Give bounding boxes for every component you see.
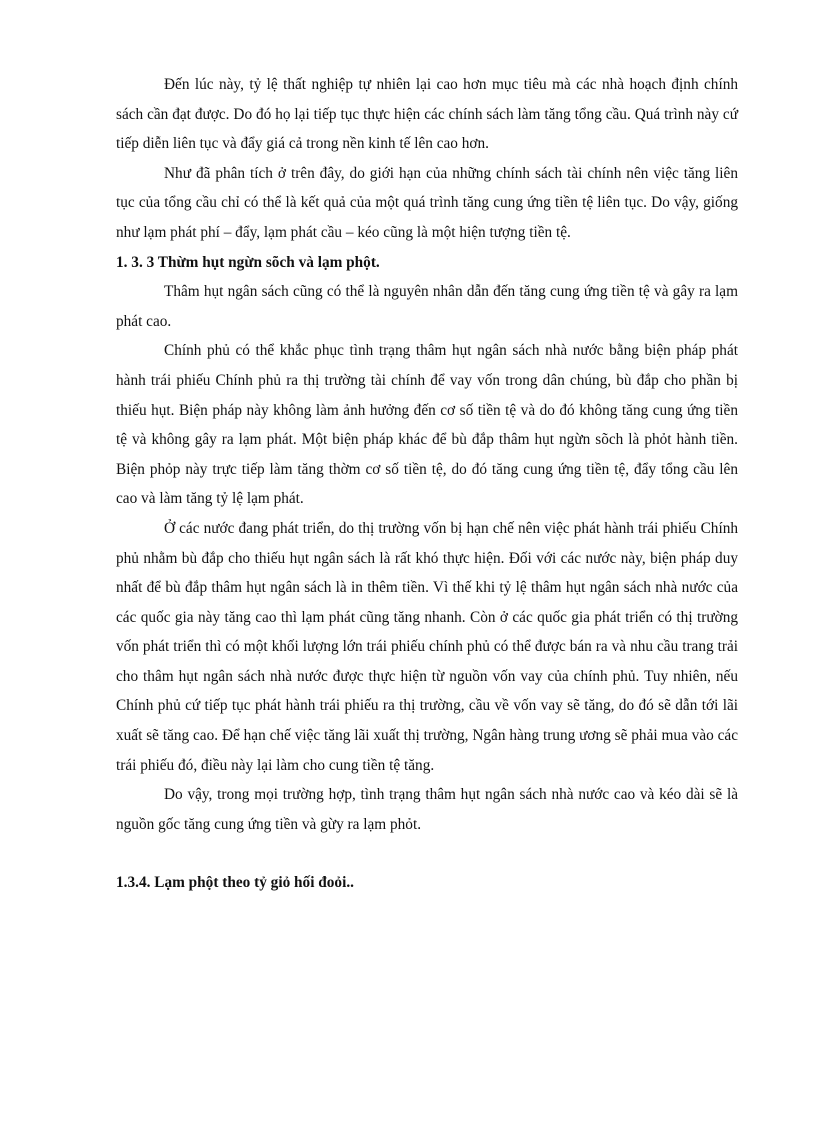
body-paragraph: Chính phủ có thể khắc phục tình trạng thâm hụt ngân sách nhà nước bằng biện pháp phát hành trái phiếu Chính phủ ra thị trường tài chính để vay vốn trong dân chúng, bù đắp cho phần bị thiếu hụt. Biện pháp này không làm ảnh hưởng đến cơ số tiền tệ và do đó không tăng cung ứng tiền tệ và không gây ra lạm phát. Một biện pháp khác để bù đắp thâm hụt ngừn sõch là phỏt hành tiền. Biện phỏp này trực tiếp làm tăng thờm cơ số tiền tệ, do đó tăng cung ứng tiền tệ, đẩy tổng cầu lên cao và làm tăng tỷ lệ lạm phát. xyxy=(116,342,738,508)
body-paragraph: Đến lúc này, tỷ lệ thất nghiệp tự nhiên lại cao hơn mục tiêu mà các nhà hoạch định chính sách cần đạt được. Do đó họ lại tiếp tục thực hiện các chính sách làm tăng tổng cầu. Quá trình này cứ tiếp diễn liên tục và đẩy giá cả trong nền kinh tế lên cao hơn. xyxy=(116,76,738,153)
body-paragraph: Như đã phân tích ở trên đây, do giới hạn của những chính sách tài chính nên việc tăng liên tục của tổng cầu chỉ có thể là kết quả của một quá trình tăng cung ứng tiền tệ liên tục. Do vậy, giống như lạm phát phí – đẩy, lạm phát cầu – kéo cũng là một hiện tượng tiền tệ. xyxy=(116,164,738,241)
section-heading-1-3-4: 1.3.4. Lạm phột theo tỷ giỏ hối đoỏi.. xyxy=(116,874,354,892)
body-paragraph: Do vậy, trong mọi trường hợp, tình trạng thâm hụt ngân sách nhà nước cao và kéo dài sẽ là nguồn gốc tăng cung ứng tiền và gừy ra lạm phỏt. xyxy=(116,786,738,833)
document-page xyxy=(116,70,738,898)
body-paragraph: Thâm hụt ngân sách cũng có thể là nguyên nhân dẫn đến tăng cung ứng tiền tệ và gây ra lạm phát cao. xyxy=(116,283,738,330)
section-heading-1-3-3: 1. 3. 3 Thừm hụt ngừn sõch và lạm phột. xyxy=(116,253,380,271)
body-paragraph: Ở các nước đang phát triển, do thị trường vốn bị hạn chế nên việc phát hành trái phiếu Chính phủ nhằm bù đắp cho thiếu hụt ngân sách là rất khó thực hiện. Đối với các nước này, biện pháp duy nhất để bù đắp thâm hụt ngân sách là in thêm tiền. Vì thế khi tỷ lệ thâm hụt ngân sách nhà nước của các quốc gia này tăng cao thì lạm phát cũng tăng nhanh. Còn ở các quốc gia phát triển có thị trường vốn phát triển thì có một khối lượng lớn trái phiếu chính phủ có thể được bán ra và nhu cầu trang trải cho thâm hụt ngân sách nhà nước được thực hiện từ nguồn vốn vay của chính phủ. Tuy nhiên, nếu Chính phủ cứ tiếp tục phát hành trái phiếu ra thị trường, cầu về vốn vay sẽ tăng, do đó sẽ dẫn tới lãi xuất sẽ tăng cao. Để hạn chế việc tăng lãi xuất thị trường, Ngân hàng trung ương sẽ phải mua vào các trái phiếu đó, điều này lại làm cho cung tiền tệ tăng. xyxy=(116,519,738,774)
